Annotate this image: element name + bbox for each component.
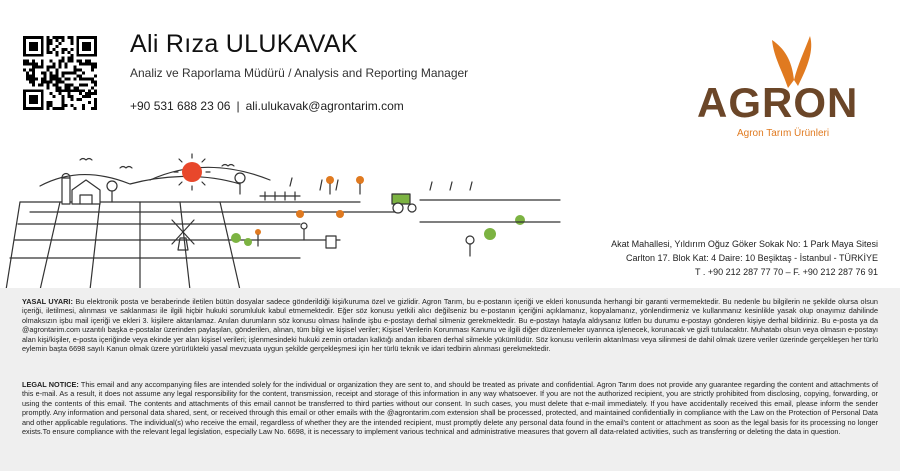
- legal-turkish: [22, 297, 878, 353]
- legal-english-label: LEGAL NOTICE:: [22, 380, 79, 389]
- contact-line: [130, 99, 404, 113]
- contact-separator: |: [236, 99, 240, 113]
- address-block: [611, 237, 878, 279]
- address-line-2: Carlton 17. Blok Kat: 4 Daire: 10 Beşiktaş - İstanbul - TÜRKİYE: [626, 253, 878, 263]
- legal-turkish-text: Bu elektronik posta ve beraberinde iletilen bütün dosyalar sadece gönderildiği kişi/kuruma özel ve gizlidir. Agron Tarım, bu e-postanın içeriği ve ekleri konusunda herhangi bir garanti vermemektedir. Bu nedenle bu bilgilerin ne şekilde olursa olsun içeriği, iletilmesi, alınması ve saklanması ile ilgili hiçbir hukuki sorumluluk kabul etmemektedir. Eğer söz konusu yetkili alıcı değilseniz bu e-postanın içeriğini açıklamanız, kopyalamanız, yönlendirmeniz ve kullanmanız kesinlikle yasak olup onayımız dahilinde olmaksızın işbu mail içeriği ve ekleri 3. kişilere aktarılamaz. Anılan durumların söz konusu olması halinde işbu e-postayı derhal silmeniz gerekmektedir. Bu e-postayı hatayla aldıysanız lütfen bu durumu e-postayı gönderen kişiye derhal bildiriniz. Bu e-posta ya da @agrontarim.com uzantılı başka e-postalar üzerinden paylaşılan, gönderilen, alınan, tüm bilgi ve kişisel veriler; Kişisel Verilerin Korunması Kanunu ve ilgili diğer düzenlemeler uyarınca işlenecek, korunacak ve gizli tutulacaktır. Muhatabı olsun veya olmasın e-postayı alan kişi/kişiler, e-posta içeriğinde veya ekinde yer alan kişisel verileri; işlenmesindeki hukuki zemin ortadan kalktığı andan itibaren derhal silmekle yükümlüdür. Söz konusu verilerin aktarılması veya silinmesi de dahil olmak üzere veriler üzerinde gerçekleşen her türlü eylemin başta 6698 sayılı Kanun olmak üzere yürürlükteki yasal mevzuata uygun şekilde gerçekleşmesi için her türlü teknik ve idari tedbirin alınması gerekmektedir.: [22, 297, 878, 354]
- qr-code: [23, 36, 97, 110]
- address-line-1: Akat Mahallesi, Yıldırım Oğuz Göker Sokak No: 1 Park Maya Sitesi: [611, 239, 878, 249]
- phone-link[interactable]: +90 531 688 23 06: [130, 99, 231, 113]
- phone-fax-line: T . +90 212 287 77 70 – F. +90 212 287 76 91: [695, 267, 878, 277]
- legal-disclaimer: [0, 288, 900, 471]
- legal-english-text: This email and any accompanying files are intended solely for the individual or organization they are sent to, and should be treated as private and confidential. Agron Tarım does not provide any guarantee regarding the content and attachments of this e-mail. As a result, it does not assume any legal responsibility for the content, transmission, receipt and storage of this information in any way whatsoever. If you are not the authorized recipient, you are strictly prohibited from disclosing, copying, forwarding, or using the contents of this email. The contents and attachments of this email cannot be transferred to third parties without our consent. In such cases, you must delete that e-mail immediately. If you have accidentally received this email, please inform the sender promptly. Any information and personal data shared, sent, or received through this email or other emails with the @agrontarim.com extension shall be processed, protected, and maintained confidentially in compliance with the Law on the Protection of Personal Data and other applicable regulations. The individual(s) who receive the email, regardless of whether they are the intended recipient, must promptly delete any personal data found in the email's content or attachment as soon as the legal basis for its processing no longer exists.To ensure compliance with the relevant legal legislation, especially Law No. 6698, it is necessary to implement various technical and administrative measures that govern all data-related activities, such as transferring or deleting the data in question.: [22, 380, 878, 437]
- email-link[interactable]: ali.ulukavak@agrontarim.com: [245, 99, 404, 113]
- brand-wordmark: AGRON: [697, 79, 859, 126]
- legal-turkish-label: YASAL UYARI:: [22, 297, 73, 306]
- legal-english: [22, 380, 878, 436]
- job-title: Analiz ve Raporlama Müdürü / Analysis and Reporting Manager: [130, 66, 469, 80]
- brand-tagline: Agron Tarım Ürünleri: [737, 128, 830, 139]
- person-name: Ali Rıza ULUKAVAK: [130, 30, 358, 58]
